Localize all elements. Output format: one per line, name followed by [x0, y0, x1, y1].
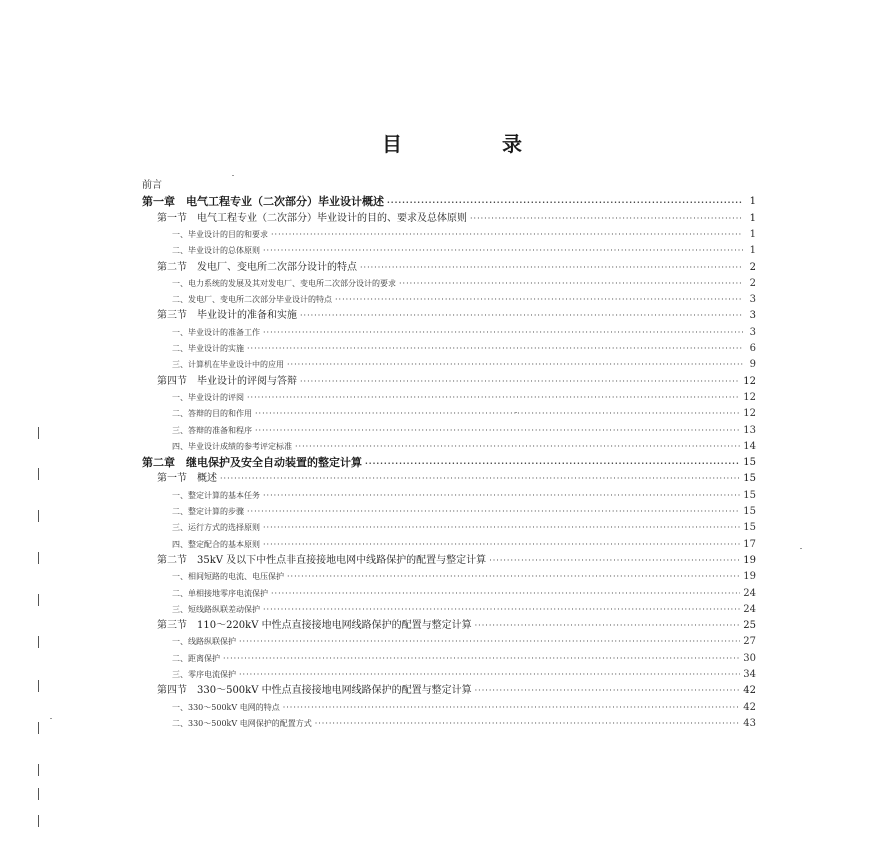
toc-leader-dots — [315, 718, 741, 730]
toc-page-number: 3 — [749, 326, 756, 338]
toc-leader-dots — [300, 310, 743, 322]
toc-entry-text: 一、毕业设计的目的和要求 — [172, 229, 268, 239]
toc-entry-text: 前言 — [142, 180, 162, 191]
toc-page-number: 1 — [749, 196, 756, 208]
toc-page-number: 2 — [749, 261, 756, 273]
toc-entry-text: 第一节 电气工程专业（二次部分）毕业设计的目的、要求及总体原则 — [157, 212, 467, 224]
toc-subsection[interactable] — [172, 506, 756, 518]
toc-subsection[interactable] — [172, 425, 756, 437]
toc-preface[interactable] — [142, 180, 756, 192]
toc-entry-text: 三、答辩的准备和程序 — [172, 425, 252, 435]
toc-leader-dots — [470, 213, 743, 225]
toc-section[interactable] — [157, 473, 756, 485]
toc-page-number: 34 — [743, 669, 756, 680]
toc-page-number: 1 — [749, 212, 756, 224]
toc-page-number: 9 — [749, 359, 756, 371]
binding-mark — [38, 680, 39, 692]
toc-entry-text: 二、答辩的目的和作用 — [172, 409, 252, 419]
toc-entry-text: 二、整定计算的步骤 — [172, 507, 244, 516]
toc-page-number: 15 — [743, 457, 756, 469]
toc-entry-text: 第四节 毕业设计的评阅与答辩 — [157, 375, 297, 387]
toc-page-number: 25 — [743, 620, 756, 632]
toc-leader-dots — [475, 620, 741, 632]
toc-entry-text: 第一节 概述 — [157, 473, 217, 485]
toc-page-number: 3 — [749, 294, 756, 306]
binding-mark — [38, 764, 39, 776]
toc-subsection[interactable] — [172, 294, 756, 306]
toc-chapter[interactable] — [142, 196, 756, 208]
toc-subsection[interactable] — [172, 245, 756, 257]
toc-page-number: 17 — [743, 538, 756, 550]
toc-page-number: 1 — [749, 245, 756, 257]
toc-page-number: 19 — [743, 554, 756, 566]
toc-page-number: 15 — [743, 522, 756, 534]
toc-leader-dots — [263, 490, 740, 502]
toc-subsection[interactable] — [172, 441, 756, 453]
toc-entry-text: 二、毕业设计的总体原则 — [172, 246, 260, 256]
toc-leader-dots — [295, 441, 740, 453]
toc-page-number: 15 — [743, 506, 756, 517]
toc-subsection[interactable] — [172, 718, 756, 730]
toc-subsection[interactable] — [172, 522, 756, 534]
toc-page-number: 12 — [743, 391, 756, 403]
toc-subsection[interactable] — [172, 408, 756, 420]
toc-leader-dots — [239, 636, 740, 648]
title-char-1: 目 — [382, 132, 402, 156]
toc-subsection[interactable] — [172, 636, 756, 648]
toc-leader-dots — [387, 196, 743, 208]
toc-entry-text: 四、整定配合的基本原则 — [172, 539, 260, 549]
toc-page-number: 19 — [743, 571, 756, 583]
toc-section[interactable] — [157, 310, 756, 322]
toc-leader-dots — [263, 539, 740, 551]
toc-entry-text: 第二章 继电保护及安全自动装置的整定计算 — [142, 456, 362, 470]
toc-subsection[interactable] — [172, 604, 756, 616]
toc-subsection[interactable] — [172, 343, 756, 355]
toc-subsection[interactable] — [172, 702, 756, 714]
toc-subsection[interactable] — [172, 359, 756, 371]
toc-leader-dots — [475, 685, 741, 697]
toc-entry-text: 三、运行方式的选择原则 — [172, 523, 260, 533]
toc-leader-dots — [247, 392, 740, 404]
toc-leader-dots — [360, 262, 743, 274]
toc-entry-text: 三、短线路纵联差动保护 — [172, 604, 260, 614]
toc-leader-dots — [489, 555, 740, 567]
toc-page-number: 42 — [743, 685, 756, 697]
binding-mark — [38, 722, 39, 734]
toc-entry-text: 二、单相接地零序电流保护 — [172, 588, 268, 598]
binding-mark — [38, 468, 39, 480]
binding-mark — [38, 427, 39, 439]
toc-subsection[interactable] — [172, 588, 756, 600]
toc-leader-dots — [365, 457, 740, 469]
toc-entry-text: 第二节 35kV 及以下中性点非直接接地电网中线路保护的配置与整定计算 — [157, 554, 487, 566]
toc-entry-text: 三、零序电流保护 — [172, 670, 236, 679]
toc-section[interactable] — [157, 685, 756, 697]
toc-page-number: 42 — [743, 701, 756, 713]
toc-page-number: 12 — [743, 375, 756, 387]
scan-speck — [515, 412, 517, 413]
toc-subsection[interactable] — [172, 490, 756, 502]
binding-mark — [38, 636, 39, 648]
toc-leader-dots — [399, 278, 743, 290]
toc-entry-text: 一、电力系统的发展及其对发电厂、变电所二次部分设计的要求 — [172, 278, 396, 288]
toc-section[interactable] — [157, 262, 756, 274]
toc-entry-text: 一、毕业设计的准备工作 — [172, 327, 260, 337]
toc-subsection[interactable] — [172, 539, 756, 551]
toc-section[interactable] — [157, 620, 756, 632]
toc-leader-dots — [271, 588, 740, 600]
toc-entry-text: 第四节 330～500kV 中性点直接接地电网线路保护的配置与整定计算 — [157, 685, 472, 697]
toc-page-number: 30 — [743, 652, 756, 664]
toc-subsection[interactable] — [172, 571, 756, 583]
toc-entry-text: 二、毕业设计的实施 — [172, 344, 244, 353]
toc-entry-text: 第二节 发电厂、变电所二次部分设计的特点 — [157, 261, 357, 273]
toc-leader-dots — [247, 506, 740, 518]
toc-page-number: 27 — [743, 636, 756, 648]
toc-leader-dots — [255, 425, 740, 437]
toc-leader-dots — [287, 571, 740, 583]
toc-leader-dots — [263, 327, 743, 339]
toc-leader-dots — [287, 359, 743, 371]
toc-subsection[interactable] — [172, 669, 756, 681]
toc-leader-dots — [283, 702, 741, 714]
toc-subsection[interactable] — [172, 229, 756, 241]
toc-entry-text: 第三节 110～220kV 中性点直接接地电网线路保护的配置与整定计算 — [157, 620, 472, 632]
scan-speck — [232, 175, 234, 176]
binding-mark — [38, 594, 39, 606]
toc-page-number: 14 — [743, 440, 756, 452]
scan-speck — [800, 548, 802, 549]
toc-leader-dots — [263, 522, 740, 534]
toc-page-number: 24 — [743, 587, 756, 599]
toc-entry-text: 三、计算机在毕业设计中的应用 — [172, 360, 284, 370]
toc-subsection[interactable] — [172, 392, 756, 404]
toc-entry-text: 二、发电厂、变电所二次部分毕业设计的特点 — [172, 295, 332, 305]
toc-leader-dots — [335, 294, 743, 306]
toc-leader-dots — [223, 653, 740, 665]
toc-subsection[interactable] — [172, 653, 756, 665]
toc-leader-dots — [239, 669, 740, 681]
binding-mark — [38, 552, 39, 564]
toc-page-number: 43 — [743, 717, 756, 729]
toc-leader-dots — [220, 473, 740, 485]
toc-entry-text: 一、毕业设计的评阅 — [172, 392, 244, 402]
toc-page-number: 15 — [743, 489, 756, 501]
toc-leader-dots — [300, 376, 740, 388]
toc-entry-text: 四、毕业设计成绩的参考评定标准 — [172, 441, 292, 451]
scan-speck — [50, 718, 52, 719]
toc-section[interactable] — [157, 555, 756, 567]
toc-page-number: 24 — [743, 603, 756, 615]
toc-page-number: 2 — [749, 277, 756, 289]
binding-mark — [38, 788, 39, 800]
toc-leader-dots — [255, 408, 740, 420]
toc-section[interactable] — [157, 213, 756, 225]
title-char-2: 录 — [502, 132, 522, 156]
toc-leader-dots — [263, 245, 743, 257]
toc-subsection[interactable] — [172, 278, 756, 290]
toc-leader-dots — [271, 229, 743, 241]
binding-mark — [38, 510, 39, 522]
toc-leader-dots — [263, 604, 740, 616]
toc-leader-dots — [247, 343, 743, 355]
toc-entry-text: 二、距离保护 — [172, 653, 220, 663]
toc-page-number: 15 — [743, 473, 756, 485]
toc-page-number: 12 — [743, 408, 756, 420]
toc-entry-text: 二、330～500kV 电网保护的配置方式 — [172, 718, 312, 728]
toc-section[interactable] — [157, 376, 756, 388]
binding-mark — [38, 815, 39, 827]
toc-entry-text: 第三节 毕业设计的准备和实施 — [157, 310, 297, 322]
toc-page-number: 1 — [749, 228, 756, 240]
toc-entry-text: 第一章 电气工程专业（二次部分）毕业设计概述 — [142, 195, 384, 209]
toc-page-number: 13 — [743, 424, 756, 436]
toc-entry-text: 一、相间短路的电流、电压保护 — [172, 572, 284, 582]
toc-entry-text: 一、线路纵联保护 — [172, 637, 236, 647]
toc-subsection[interactable] — [172, 327, 756, 339]
toc-page-number: 3 — [749, 310, 756, 322]
toc-entry-text: 一、整定计算的基本任务 — [172, 490, 260, 500]
toc-entry-text: 一、330～500kV 电网的特点 — [172, 702, 280, 712]
toc-page-number: 6 — [749, 343, 756, 354]
toc-chapter[interactable] — [142, 457, 756, 469]
